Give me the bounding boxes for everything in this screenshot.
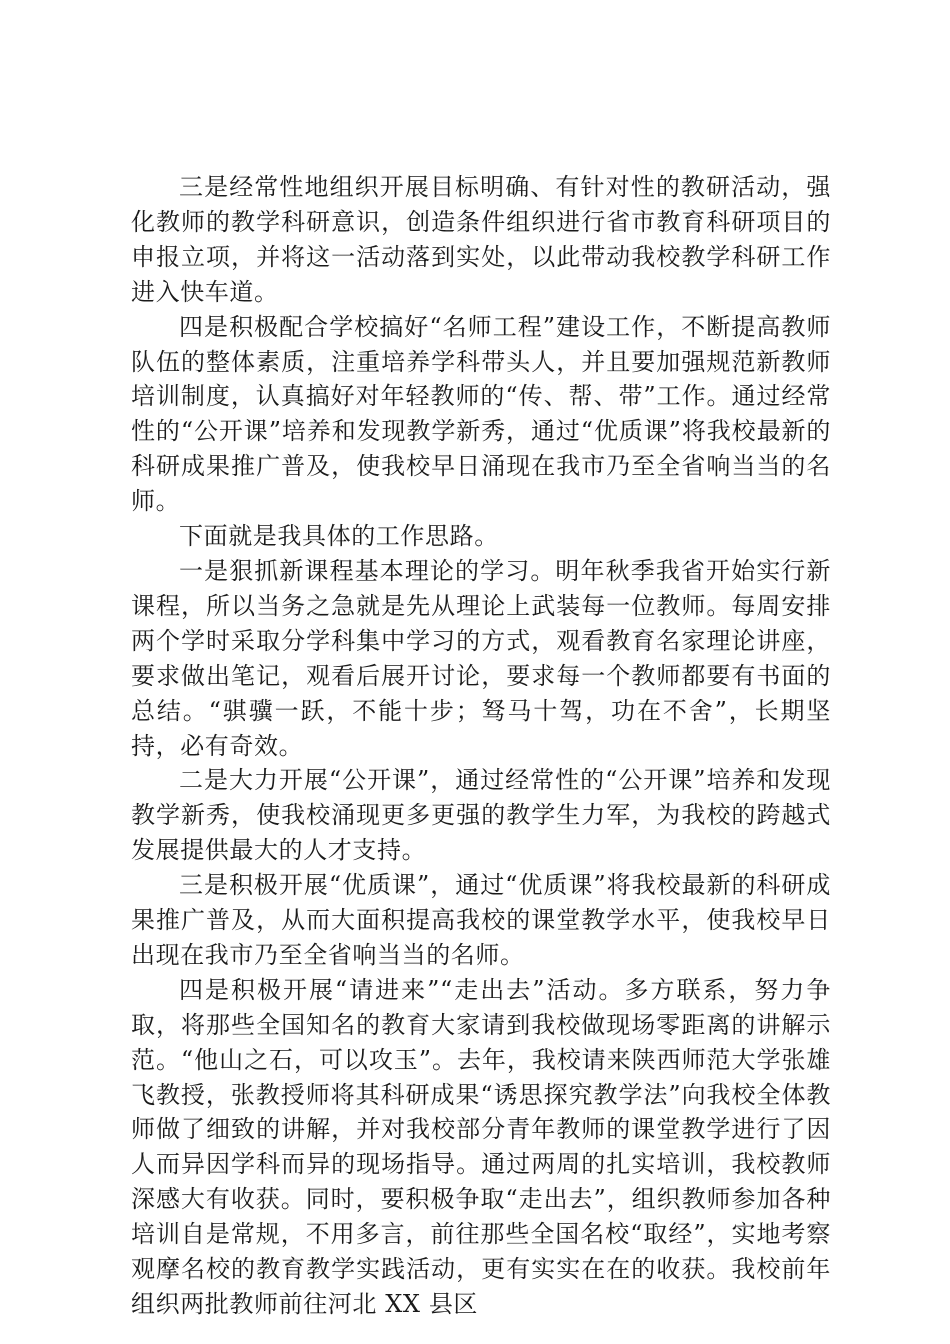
paragraph-new-curriculum-study: 一是狠抓新课程基本理论的学习。明年秋季我省开始实行新课程，所以当务之急就是先从理论上武装每一位教师。每周安排两个学时采取分学科集中学习的方式，观看教育名家理论讲座，要求做出笔记，观看后展开讨论，要求每一个教师都要有书面的总结。“骐骥一跃，不能十步；驽马十驾，功在不舍”，长期坚持，必有奇效。	[131, 556, 831, 760]
paragraph-work-ideas-intro: 下面就是我具体的工作思路。	[179, 522, 499, 551]
document-body	[131, 170, 831, 1322]
paragraph-famous-teacher-project: 四是积极配合学校搞好“名师工程”建设工作，不断提高教师队伍的整体素质，注重培养学科带头人，并且要加强规范新教师培训制度，认真搞好对年轻教师的“传、帮、带”工作。通过经常性的“公开课”培养和发现教学新秀，通过“优质课”将我校最新的科研成果推广普及，使我校早日涌现在我市乃至全省响当当的名师。	[131, 312, 831, 516]
paragraph-invite-and-go-out: 四是积极开展“请进来”“走出去”活动。多方联系，努力争取，将那些全国知名的教育大家请到我校做现场零距离的讲解示范。“他山之石，可以攻玉”。去年，我校请来陕西师范大学张雄飞教授，张教授师将其科研成果“诱思探究教学法”向我校全体教师做了细致的讲解，并对我校部分青年教师的课堂教学进行了因人而异因学科而异的现场指导。通过两周的扎实培训，我校教师深感大有收获。同时，要积极争取“走出去”，组织教师参加各种培训自是常规，不用多言，前往那些全国名校“取经”，实地考察观摩名校的教育教学实践活动，更有实实在在的收获。我校前年组织两批教师前往河北 XX 县区	[131, 975, 831, 1318]
paragraph-research-activities: 三是经常性地组织开展目标明确、有针对性的教研活动，强化教师的教学科研意识，创造条件组织进行省市教育科研项目的申报立项，并将这一活动落到实处，以此带动我校教学科研工作进入快车道。	[131, 173, 831, 306]
paragraph-quality-class: 三是积极开展“优质课”，通过“优质课”将我校最新的科研成果推广普及，从而大面积提高我校的课堂教学水平，使我校早日出现在我市乃至全省响当当的名师。	[131, 871, 831, 969]
paragraph-open-class: 二是大力开展“公开课”，通过经常性的“公开课”培养和发现教学新秀，使我校涌现更多更强的教学生力军，为我校的跨越式发展提供最大的人才支持。	[131, 766, 831, 865]
